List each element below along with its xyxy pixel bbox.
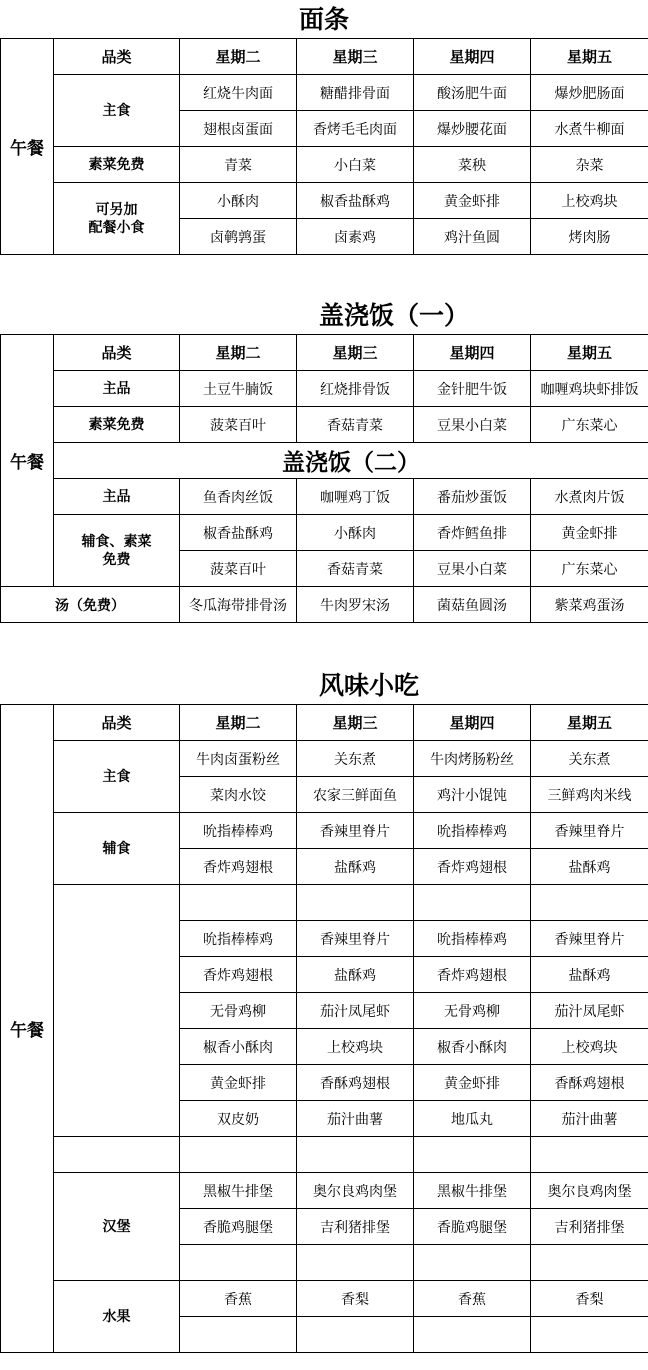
table-cell: 广东菜心	[531, 407, 648, 443]
table-cell: 香炸鸡翅根	[414, 849, 531, 885]
table-cell: 豆果小白菜	[414, 407, 531, 443]
header-tuesday: 星期二	[180, 335, 297, 371]
table-cell: 鸡汁鱼圆	[414, 219, 531, 255]
snacks-title: 风味小吃	[318, 671, 419, 700]
noodles-table	[0, 38, 648, 255]
table-cell: 上校鸡块	[531, 1029, 648, 1065]
table-cell: 卤鹌鹑蛋	[180, 219, 297, 255]
table-cell: 香炸鸡翅根	[414, 957, 531, 993]
table-cell: 金针肥牛饭	[414, 371, 531, 407]
table-cell: 椒香盐酥鸡	[297, 183, 414, 219]
table-row	[1, 515, 648, 551]
table-cell: 无骨鸡柳	[180, 993, 297, 1029]
table-cell	[414, 1245, 531, 1281]
table-cell: 香辣里脊片	[531, 813, 648, 849]
table-row	[1, 407, 648, 443]
table-row	[1, 335, 648, 371]
table-row	[1, 741, 648, 777]
meal-label: 午餐	[1, 335, 54, 587]
table-cell: 香酥鸡翅根	[297, 1065, 414, 1101]
table-cell: 香菇青菜	[297, 551, 414, 587]
category-label: 汤（免费）	[1, 587, 180, 623]
table-cell: 香炸鸡翅根	[180, 957, 297, 993]
table-cell: 椒香小酥肉	[414, 1029, 531, 1065]
table-cell: 椒香盐酥鸡	[180, 515, 297, 551]
table-cell: 香梨	[531, 1281, 648, 1317]
category-label: 可另加 配餐小食	[54, 183, 180, 255]
table-cell: 酸汤肥牛面	[414, 75, 531, 111]
table-cell: 黄金虾排	[531, 515, 648, 551]
table-cell: 茄汁曲薯	[531, 1101, 648, 1137]
snacks-table	[0, 704, 648, 1353]
table-row	[1, 183, 648, 219]
table-cell: 香辣里脊片	[531, 921, 648, 957]
table-row	[1, 479, 648, 515]
table-cell: 冬瓜海带排骨汤	[180, 587, 297, 623]
table-cell	[297, 1317, 414, 1353]
table-cell: 豆果小白菜	[414, 551, 531, 587]
table-cell: 关东煮	[531, 741, 648, 777]
table-cell: 广东菜心	[531, 551, 648, 587]
table-cell: 青菜	[180, 147, 297, 183]
table-cell	[180, 885, 297, 921]
table-cell: 小白菜	[297, 147, 414, 183]
table-cell: 奥尔良鸡肉堡	[297, 1173, 414, 1209]
table-row	[1, 885, 648, 921]
header-friday: 星期五	[531, 705, 648, 741]
table-cell: 农家三鲜面鱼	[297, 777, 414, 813]
table-cell: 鱼香肉丝饭	[180, 479, 297, 515]
table-cell: 盐酥鸡	[297, 957, 414, 993]
category-label: 辅食	[54, 813, 180, 885]
table-cell	[180, 1137, 297, 1173]
table-cell: 黑椒牛排堡	[180, 1173, 297, 1209]
table-cell: 茄汁凤尾虾	[297, 993, 414, 1029]
header-category: 品类	[54, 705, 180, 741]
table-row	[1, 443, 648, 479]
category-label: 主食	[54, 75, 180, 147]
table-cell: 黄金虾排	[414, 1065, 531, 1101]
table-cell	[297, 1245, 414, 1281]
table-cell: 鸡汁小馄饨	[414, 777, 531, 813]
category-label: 主品	[54, 371, 180, 407]
table-cell: 盐酥鸡	[531, 957, 648, 993]
table-cell: 爆炒腰花面	[414, 111, 531, 147]
table-cell	[531, 885, 648, 921]
table-cell: 吮指棒棒鸡	[180, 813, 297, 849]
table-cell: 爆炒肥肠面	[531, 75, 648, 111]
table-cell: 水煮肉片饭	[531, 479, 648, 515]
table-cell: 香辣里脊片	[297, 813, 414, 849]
table-cell: 香梨	[297, 1281, 414, 1317]
table-cell: 红烧牛肉面	[180, 75, 297, 111]
table-cell: 红烧排骨饭	[297, 371, 414, 407]
table-cell: 香脆鸡腿堡	[414, 1209, 531, 1245]
table-cell: 翅根卤蛋面	[180, 111, 297, 147]
table-cell: 香辣里脊片	[297, 921, 414, 957]
table-cell: 黄金虾排	[414, 183, 531, 219]
table-cell: 番茄炒蛋饭	[414, 479, 531, 515]
header-tuesday: 星期二	[180, 39, 297, 75]
table-cell: 菜秧	[414, 147, 531, 183]
table-cell: 茄汁凤尾虾	[531, 993, 648, 1029]
category-label: 水果	[54, 1281, 180, 1353]
table-cell: 糖醋排骨面	[297, 75, 414, 111]
category-label-empty	[54, 885, 180, 1137]
header-category: 品类	[54, 39, 180, 75]
header-friday: 星期五	[531, 335, 648, 371]
header-wednesday: 星期三	[297, 39, 414, 75]
table-cell: 菌菇鱼圆汤	[414, 587, 531, 623]
table-cell: 香酥鸡翅根	[531, 1065, 648, 1101]
rice-title: 盖浇饭（一）	[318, 301, 469, 330]
table-cell: 地瓜丸	[414, 1101, 531, 1137]
table-cell: 奥尔良鸡肉堡	[531, 1173, 648, 1209]
rice-subtitle: 盖浇饭（二）	[54, 443, 648, 479]
table-cell: 吮指棒棒鸡	[414, 921, 531, 957]
category-label: 汉堡	[54, 1173, 180, 1281]
table-cell	[180, 1245, 297, 1281]
header-wednesday: 星期三	[297, 335, 414, 371]
table-cell: 关东煮	[297, 741, 414, 777]
table-cell: 菠菜百叶	[180, 407, 297, 443]
table-cell: 黑椒牛排堡	[414, 1173, 531, 1209]
rice-table	[0, 334, 648, 623]
table-cell: 盐酥鸡	[531, 849, 648, 885]
table-cell: 咖喱鸡块虾排饭	[531, 371, 648, 407]
table-cell: 香蕉	[180, 1281, 297, 1317]
table-row	[1, 75, 648, 111]
table-cell: 香脆鸡腿堡	[180, 1209, 297, 1245]
meal-label: 午餐	[1, 705, 54, 1353]
table-cell: 卤素鸡	[297, 219, 414, 255]
table-cell: 土豆牛腩饭	[180, 371, 297, 407]
table-cell: 菜肉水饺	[180, 777, 297, 813]
table-cell: 三鲜鸡肉米线	[531, 777, 648, 813]
table-cell: 香菇青菜	[297, 407, 414, 443]
header-thursday: 星期四	[414, 39, 531, 75]
table-cell: 吮指棒棒鸡	[180, 921, 297, 957]
table-cell	[180, 1317, 297, 1353]
table-cell: 盐酥鸡	[297, 849, 414, 885]
table-cell	[531, 1137, 648, 1173]
table-cell: 紫菜鸡蛋汤	[531, 587, 648, 623]
table-row	[1, 1137, 648, 1173]
table-cell: 吉利猪排堡	[297, 1209, 414, 1245]
category-label: 主品	[54, 479, 180, 515]
table-cell: 茄汁曲薯	[297, 1101, 414, 1137]
category-label: 辅食、素菜 免费	[54, 515, 180, 587]
table-cell	[414, 885, 531, 921]
meal-label: 午餐	[1, 39, 54, 255]
header-thursday: 星期四	[414, 335, 531, 371]
table-cell: 香炸鳕鱼排	[414, 515, 531, 551]
table-cell: 香炸鸡翅根	[180, 849, 297, 885]
header-friday: 星期五	[531, 39, 648, 75]
table-cell	[414, 1317, 531, 1353]
table-cell: 小酥肉	[297, 515, 414, 551]
table-cell: 吉利猪排堡	[531, 1209, 648, 1245]
header-thursday: 星期四	[414, 705, 531, 741]
table-cell: 小酥肉	[180, 183, 297, 219]
table-row	[1, 147, 648, 183]
table-cell	[414, 1137, 531, 1173]
category-label: 主食	[54, 741, 180, 813]
table-cell: 咖喱鸡丁饭	[297, 479, 414, 515]
table-row	[1, 1281, 648, 1317]
table-cell: 牛肉罗宋汤	[297, 587, 414, 623]
table-cell: 上校鸡块	[297, 1029, 414, 1065]
table-cell: 水煮牛柳面	[531, 111, 648, 147]
table-cell: 烤肉肠	[531, 219, 648, 255]
category-label: 素菜免费	[54, 147, 180, 183]
table-cell: 香烤毛毛肉面	[297, 111, 414, 147]
table-cell	[297, 1137, 414, 1173]
table-row	[1, 371, 648, 407]
header-category: 品类	[54, 335, 180, 371]
table-cell: 牛肉卤蛋粉丝	[180, 741, 297, 777]
table-row	[1, 705, 648, 741]
table-cell	[297, 885, 414, 921]
header-wednesday: 星期三	[297, 705, 414, 741]
table-row	[1, 39, 648, 75]
table-cell: 无骨鸡柳	[414, 993, 531, 1029]
header-tuesday: 星期二	[180, 705, 297, 741]
table-cell: 杂菜	[531, 147, 648, 183]
table-cell	[531, 1245, 648, 1281]
table-row	[1, 813, 648, 849]
noodles-title: 面条	[298, 5, 349, 34]
table-row	[1, 587, 648, 623]
table-cell: 上校鸡块	[531, 183, 648, 219]
table-cell: 吮指棒棒鸡	[414, 813, 531, 849]
table-cell: 牛肉烤肠粉丝	[414, 741, 531, 777]
category-label: 素菜免费	[54, 407, 180, 443]
table-cell: 椒香小酥肉	[180, 1029, 297, 1065]
table-cell	[54, 1137, 180, 1173]
table-cell	[531, 1317, 648, 1353]
table-cell: 黄金虾排	[180, 1065, 297, 1101]
table-row	[1, 1173, 648, 1209]
table-cell: 菠菜百叶	[180, 551, 297, 587]
table-cell: 香蕉	[414, 1281, 531, 1317]
table-cell: 双皮奶	[180, 1101, 297, 1137]
